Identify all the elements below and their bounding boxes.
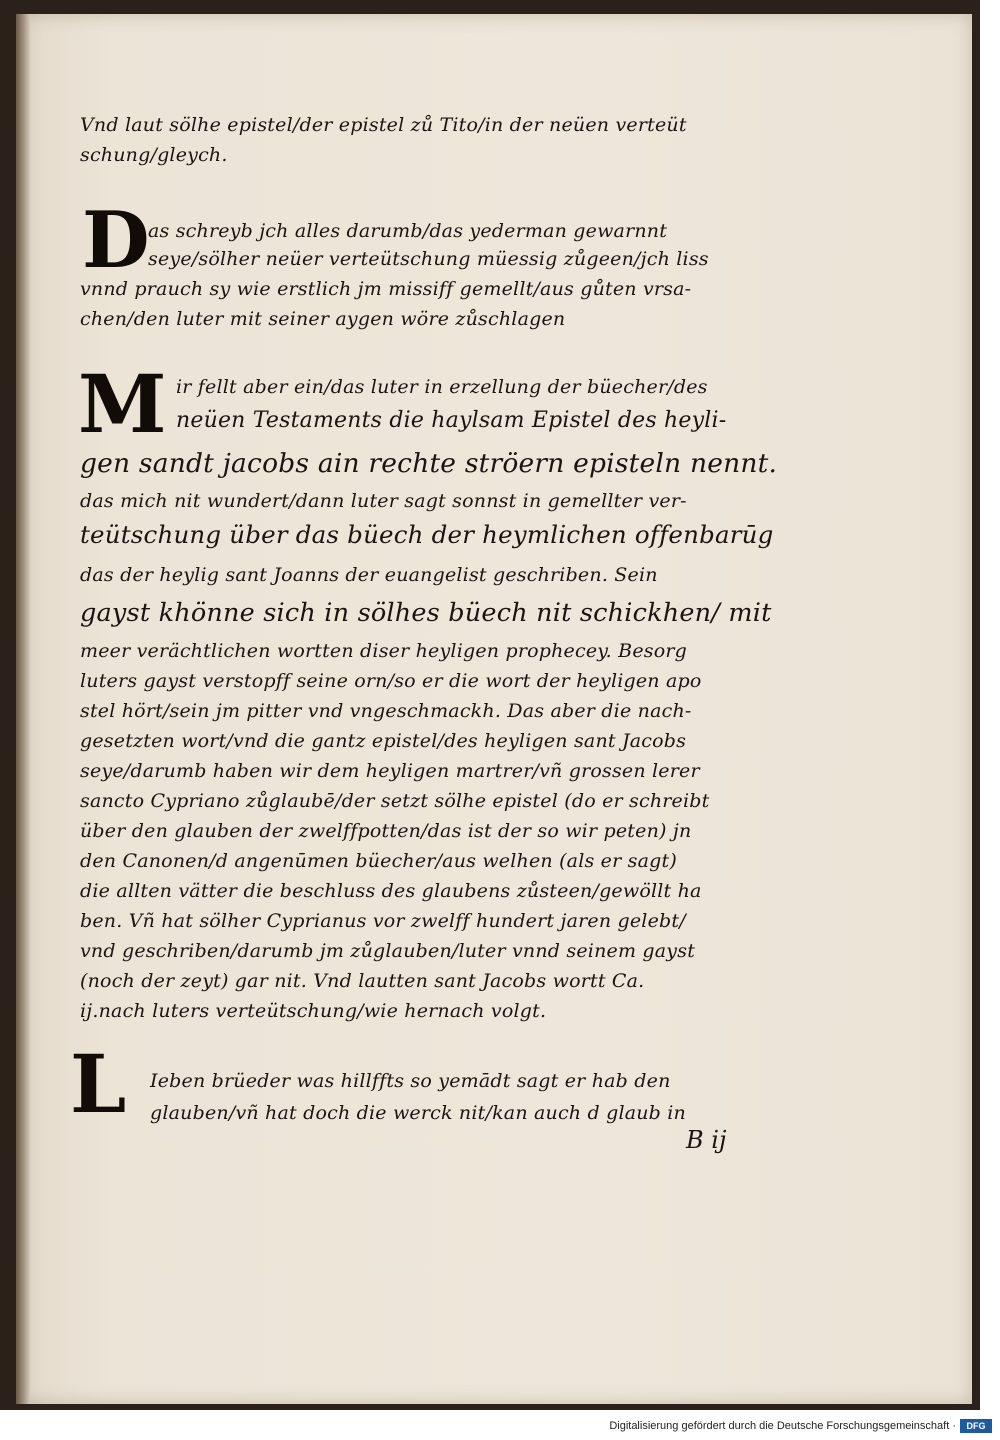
drop-cap-d: D [82,195,150,286]
text-line: glauben/vñ hat doch die werck nit/kan auch d glaub in [150,1102,686,1124]
page-binding-edge [16,14,30,1404]
footer-bar [0,1414,1000,1440]
text-line: ij.nach luters verteütschung/wie hernach volgt. [80,1000,547,1022]
text-line: vnd geschriben/darumb jm zůglauben/luter vnnd seinem gayst [80,940,696,962]
text-line: neüen Testaments die haylsam Epistel des heyli- [176,408,727,433]
book-page [16,14,972,1404]
text-line: stel hört/sein jm pitter vnd vngeschmackh. Das aber die nach- [80,700,692,722]
signature-mark: B ij [686,1126,727,1154]
text-line: gen sandt jacobs ain rechte ströern episteln nennt. [80,448,778,479]
text-line: as schreyb jch alles darumb/das yederman gewarnnt [148,220,668,242]
text-line: gayst khönne sich in sölhes büech nit schickhen/ mit [80,598,772,628]
text-line: seye/darumb haben wir dem heyligen martrer/vñ grossen lerer [80,760,700,782]
text-line: vnnd prauch sy wie erstlich jm missiff gemellt/aus gůten vrsa- [80,278,692,300]
text-line: (noch der zeyt) gar nit. Vnd lautten sant Jacobs wortt Ca. [80,970,645,992]
text-line: Ieben brüeder was hillffts so yemādt sagt er hab den [150,1070,671,1092]
text-line: gesetzten wort/vnd die gantz epistel/des heyligen sant Jacobs [80,730,687,752]
text-line: meer verächtlichen wortten diser heyligen prophecey. Besorg [80,640,688,662]
text-line: seye/sölher neüer verteütschung müessig zůgeen/jch liss [148,248,709,270]
dfg-logo-icon: DFG [960,1419,992,1433]
text-line: über den glauben der zwelffpotten/das ist der so wir peten) jn [80,820,692,842]
text-line: ir fellt aber ein/das luter in erzellung der büecher/des [176,376,708,398]
drop-cap-m: M [78,357,167,451]
text-line: teütschung über das büech der heymlichen offenbarūg [80,520,774,549]
funding-credit: Digitalisierung gefördert durch die Deutsche Forschungsgemeinschaft · [609,1420,956,1432]
drop-cap-l: L [70,1037,127,1131]
text-line: ben. Vñ hat sölher Cyprianus vor zwelff hundert jaren gelebt/ [80,910,686,932]
text-line: den Canonen/d angenūmen büecher/aus welhen (als er sagt) [80,850,677,872]
text-line: das der heylig sant Joanns der euangelist geschriben. Sein [80,564,658,586]
intro-line: schung/gleych. [80,144,228,166]
text-line: sancto Cypriano zůglaubē/der setzt sölhe epistel (do er schreibt [80,790,710,812]
intro-line: Vnd laut sölhe epistel/der epistel zů Tito/in der neüen verteüt [80,114,687,136]
text-line: chen/den luter mit seiner aygen wöre zůschlagen [80,308,566,330]
text-line: das mich nit wundert/dann luter sagt sonnst in gemellter ver- [80,490,687,512]
text-line: die allten vätter die beschluss des glaubens zůsteen/gewöllt ha [80,880,702,902]
text-line: luters gayst verstopff seine orn/so er die wort der heyligen apo [80,670,702,692]
